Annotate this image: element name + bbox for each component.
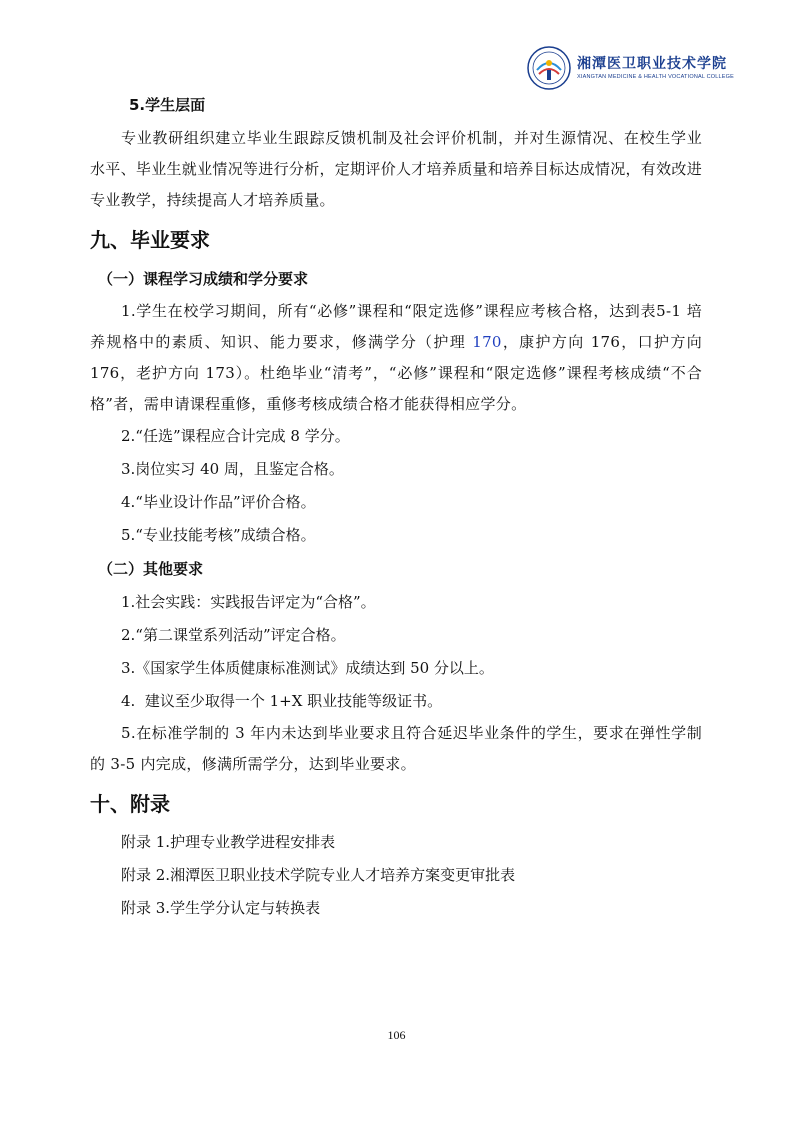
section-9-part-1-item-2: 2.“任选”课程应合计完成 8 学分。 [121, 427, 350, 445]
section-9-heading: 九、毕业要求 [90, 228, 210, 252]
section-10-heading: 十、附录 [90, 792, 170, 816]
section-9-part-2-item-5: 5.在标准学制的 3 年内未达到毕业要求且符合延迟毕业条件的学生，要求在弹性学制的 3-5 内完成，修满所需学分，达到毕业要求。 [90, 724, 702, 773]
section-9-part-1-item-1 [90, 296, 702, 420]
section-9-part-2-item-4: 4. 建议至少取得一个 1+X 职业技能等级证书。 [121, 692, 443, 710]
item-1-text-before: 1.学生在校学习期间，所有“必修”课程和“限定选修”课程应考核合格，达到表5-1 培养规格中的素质、知识、能力要求，修满学分（护理 [90, 302, 702, 351]
logo-chinese-name: 湘潭医卫职业技术学院 [577, 56, 727, 72]
section-9-part-2-heading: （二）其他要求 [98, 560, 204, 578]
item-1-text-after: ，康护方向 176，口护方向 176，老护方向 173）。杜绝毕业“清考”，“必修”课程和“限定选修”课程考核成绩“不合格”者，需申请课程重修，重修考核成绩合格才能获得相应学分。 [90, 333, 702, 413]
college-emblem-icon [527, 46, 571, 90]
logo-english-name: XIANGTAN MEDICINE & HEALTH VOCATIONAL COLLEGE [577, 74, 735, 80]
section-9-part-1-item-4: 4.“毕业设计作品”评价合格。 [121, 493, 316, 511]
section-9-part-2-item-2: 2.“第二课堂系列活动”评定合格。 [121, 626, 346, 644]
nursing-credits-highlight: 170 [472, 333, 502, 351]
document-body [90, 88, 702, 925]
section-9-part-2-item-1: 1.社会实践：实践报告评定为“合格”。 [121, 593, 376, 611]
section-9-part-1-item-3: 3.岗位实习 40 周，且鉴定合格。 [121, 460, 344, 478]
section-9-part-1-heading: （一）课程学习成绩和学分要求 [98, 270, 309, 288]
section-student-heading: 5.学生层面 [129, 96, 206, 114]
page-number: 106 [387, 1028, 406, 1042]
appendix-item-1: 附录 1.护理专业教学进程安排表 [121, 833, 336, 851]
appendix-item-3: 附录 3.学生学分认定与转换表 [121, 899, 321, 917]
college-logo [527, 44, 735, 92]
section-9-part-1-item-5: 5.“专业技能考核”成绩合格。 [121, 526, 316, 544]
section-9-part-2-item-3: 3.《国家学生体质健康标准测试》成绩达到 50 分以上。 [121, 659, 494, 677]
appendix-item-2: 附录 2.湘潭医卫职业技术学院专业人才培养方案变更审批表 [121, 866, 516, 884]
section-student-paragraph: 专业教研组织建立毕业生跟踪反馈机制及社会评价机制，并对生源情况、在校生学业水平、毕业生就业情况等进行分析，定期评价人才培养质量和培养目标达成情况，有效改进专业教学，持续提高人才培养质量。 [90, 129, 703, 209]
